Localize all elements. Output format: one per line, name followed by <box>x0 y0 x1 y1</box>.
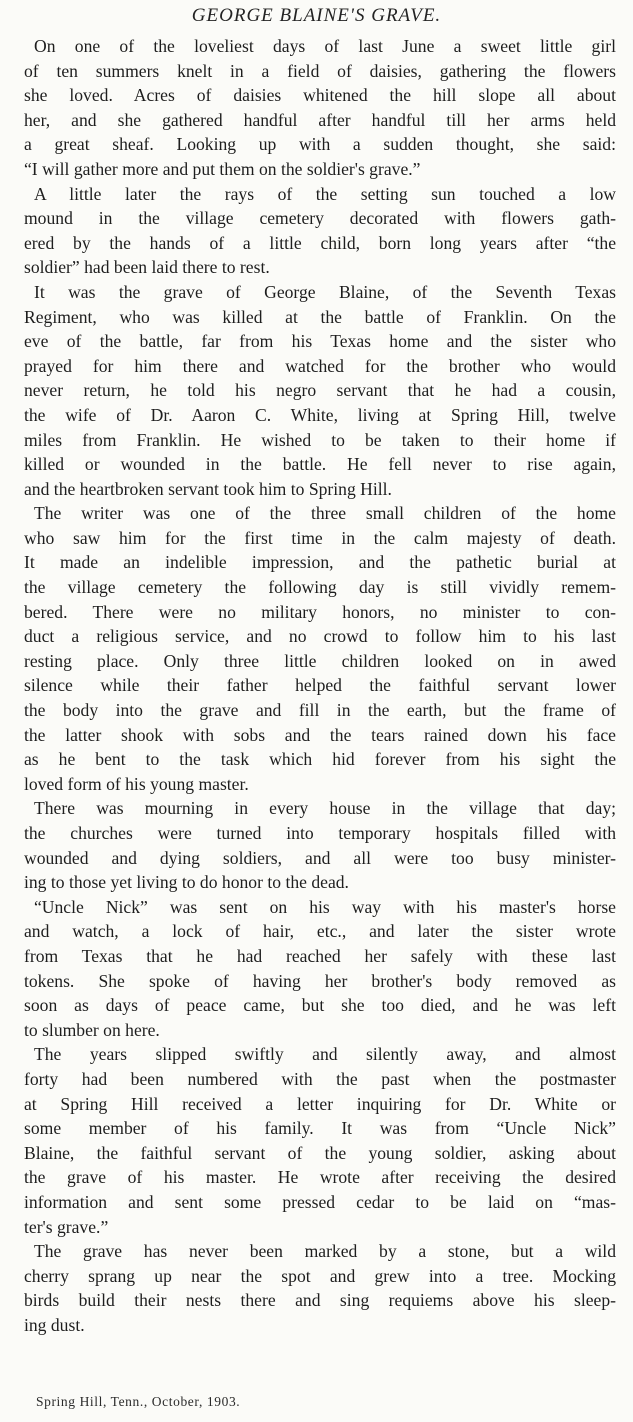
text-line: never return, he told his negro servant that he had a cousin, <box>24 380 616 401</box>
text-line: On one of the loveliest days of last June a sweet little girl <box>34 36 616 56</box>
text-line: Regiment, who was killed at the battle of Franklin. On the <box>24 306 616 327</box>
paragraph <box>24 182 616 280</box>
text-line: she loved. Acres of daisies whitened the hill slope all about <box>24 85 616 106</box>
text-line: silence while their father helped the faithful servant lower <box>24 675 616 696</box>
text-line: and the heartbroken servant took him to Spring Hill. <box>24 478 392 499</box>
article-body <box>24 34 616 1337</box>
text-line: the latter shook with sobs and the tears rained down his face <box>24 724 616 745</box>
text-line: some member of his family. It was from “Uncle Nick” <box>24 1118 616 1139</box>
dateline: Spring Hill, Tenn., October, 1903. <box>36 1394 241 1409</box>
text-line: and watch, a lock of hair, etc., and later the sister wrote <box>24 921 616 942</box>
text-line: soldier” had been laid there to rest. <box>24 257 270 278</box>
text-line: miles from Franklin. He wished to be taken to their home if <box>24 429 616 450</box>
text-line: There was mourning in every house in the village that day; <box>34 798 616 819</box>
text-line: forty had been numbered with the past when the postmaster <box>24 1068 616 1089</box>
text-line: the body into the grave and fill in the earth, but the frame of <box>24 700 616 721</box>
text-line: The writer was one of the three small children of the home <box>34 503 616 524</box>
text-line: the churches were turned into temporary hospitals filled with <box>24 823 616 843</box>
text-line: prayed for him there and watched for the brother who would <box>24 355 616 376</box>
text-line: The years slipped swiftly and silently away, and almost <box>34 1044 616 1065</box>
text-line: A little later the rays of the setting sun touched a low <box>34 183 616 204</box>
paragraph <box>24 796 616 894</box>
text-line: the grave of his master. He wrote after receiving the desired <box>24 1167 616 1188</box>
text-line: It was the grave of George Blaine, of the Seventh Texas <box>34 281 616 302</box>
text-line: “Uncle Nick” was sent on his way with his master's horse <box>34 896 616 917</box>
text-line: ered by the hands of a little child, born long years after “the <box>24 232 616 253</box>
text-line: ter's grave.” <box>24 1216 109 1237</box>
text-line: as he bent to the task which hid forever from his sight the <box>24 749 616 770</box>
text-line: to slumber on here. <box>24 1019 160 1040</box>
text-line: a great sheaf. Looking up with a sudden thought, she said: <box>24 134 616 155</box>
text-line: who saw him for the first time in the calm majesty of death. <box>24 527 616 548</box>
text-line: mound in the village cemetery decorated with flowers gath- <box>24 208 616 229</box>
paragraph <box>24 1239 616 1337</box>
text-line: her, and she gathered handful after handful till her arms held <box>24 109 616 130</box>
text-line: Blaine, the faithful servant of the young soldier, asking about <box>24 1142 616 1163</box>
text-line: wounded and dying soldiers, and all were too busy minister- <box>24 847 616 868</box>
text-line: information and sent some pressed cedar to be laid on “mas- <box>24 1191 616 1212</box>
text-line: It made an indelible impression, and the pathetic burial at <box>24 552 616 573</box>
text-line: tokens. She spoke of having her brother's body removed as <box>24 970 616 991</box>
paragraph <box>24 1042 616 1239</box>
text-line: of ten summers knelt in a field of daisies, gathering the flowers <box>24 60 616 81</box>
text-line: soon as days of peace came, but she too died, and he was left <box>24 995 616 1016</box>
paragraph <box>24 34 616 182</box>
text-line: ing to those yet living to do honor to the dead. <box>24 872 349 893</box>
text-line: resting place. Only three little children looked on in awed <box>24 650 616 671</box>
paragraph <box>24 895 616 1043</box>
paragraph <box>24 501 616 796</box>
text-line: killed or wounded in the battle. He fell never to rise again, <box>24 454 616 475</box>
text-line: cherry sprang up near the spot and grew into a tree. Mocking <box>24 1265 616 1286</box>
text-line: from Texas that he had reached her safely with these last <box>24 945 616 966</box>
paragraph <box>24 280 616 501</box>
text-line: loved form of his young master. <box>24 773 249 794</box>
text-line: The grave has never been marked by a stone, but a wild <box>34 1241 616 1262</box>
text-line: eve of the battle, far from his Texas home and the sister who <box>24 331 616 352</box>
text-line: bered. There were no military honors, no minister to con- <box>24 601 616 622</box>
text-line: the village cemetery the following day is still vividly remem- <box>24 577 616 598</box>
text-line: “I will gather more and put them on the soldier's grave.” <box>24 158 421 179</box>
text-line: the wife of Dr. Aaron C. White, living at Spring Hill, twelve <box>24 404 616 425</box>
text-line: ing dust. <box>24 1314 85 1335</box>
text-line: birds build their nests there and sing requiems above his sleep- <box>24 1290 616 1311</box>
text-line: at Spring Hill received a letter inquiring for Dr. White or <box>24 1093 616 1114</box>
article-title: GEORGE BLAINE'S GRAVE. <box>191 5 442 26</box>
text-line: duct a religious service, and no crowd to follow him to his last <box>24 626 616 647</box>
